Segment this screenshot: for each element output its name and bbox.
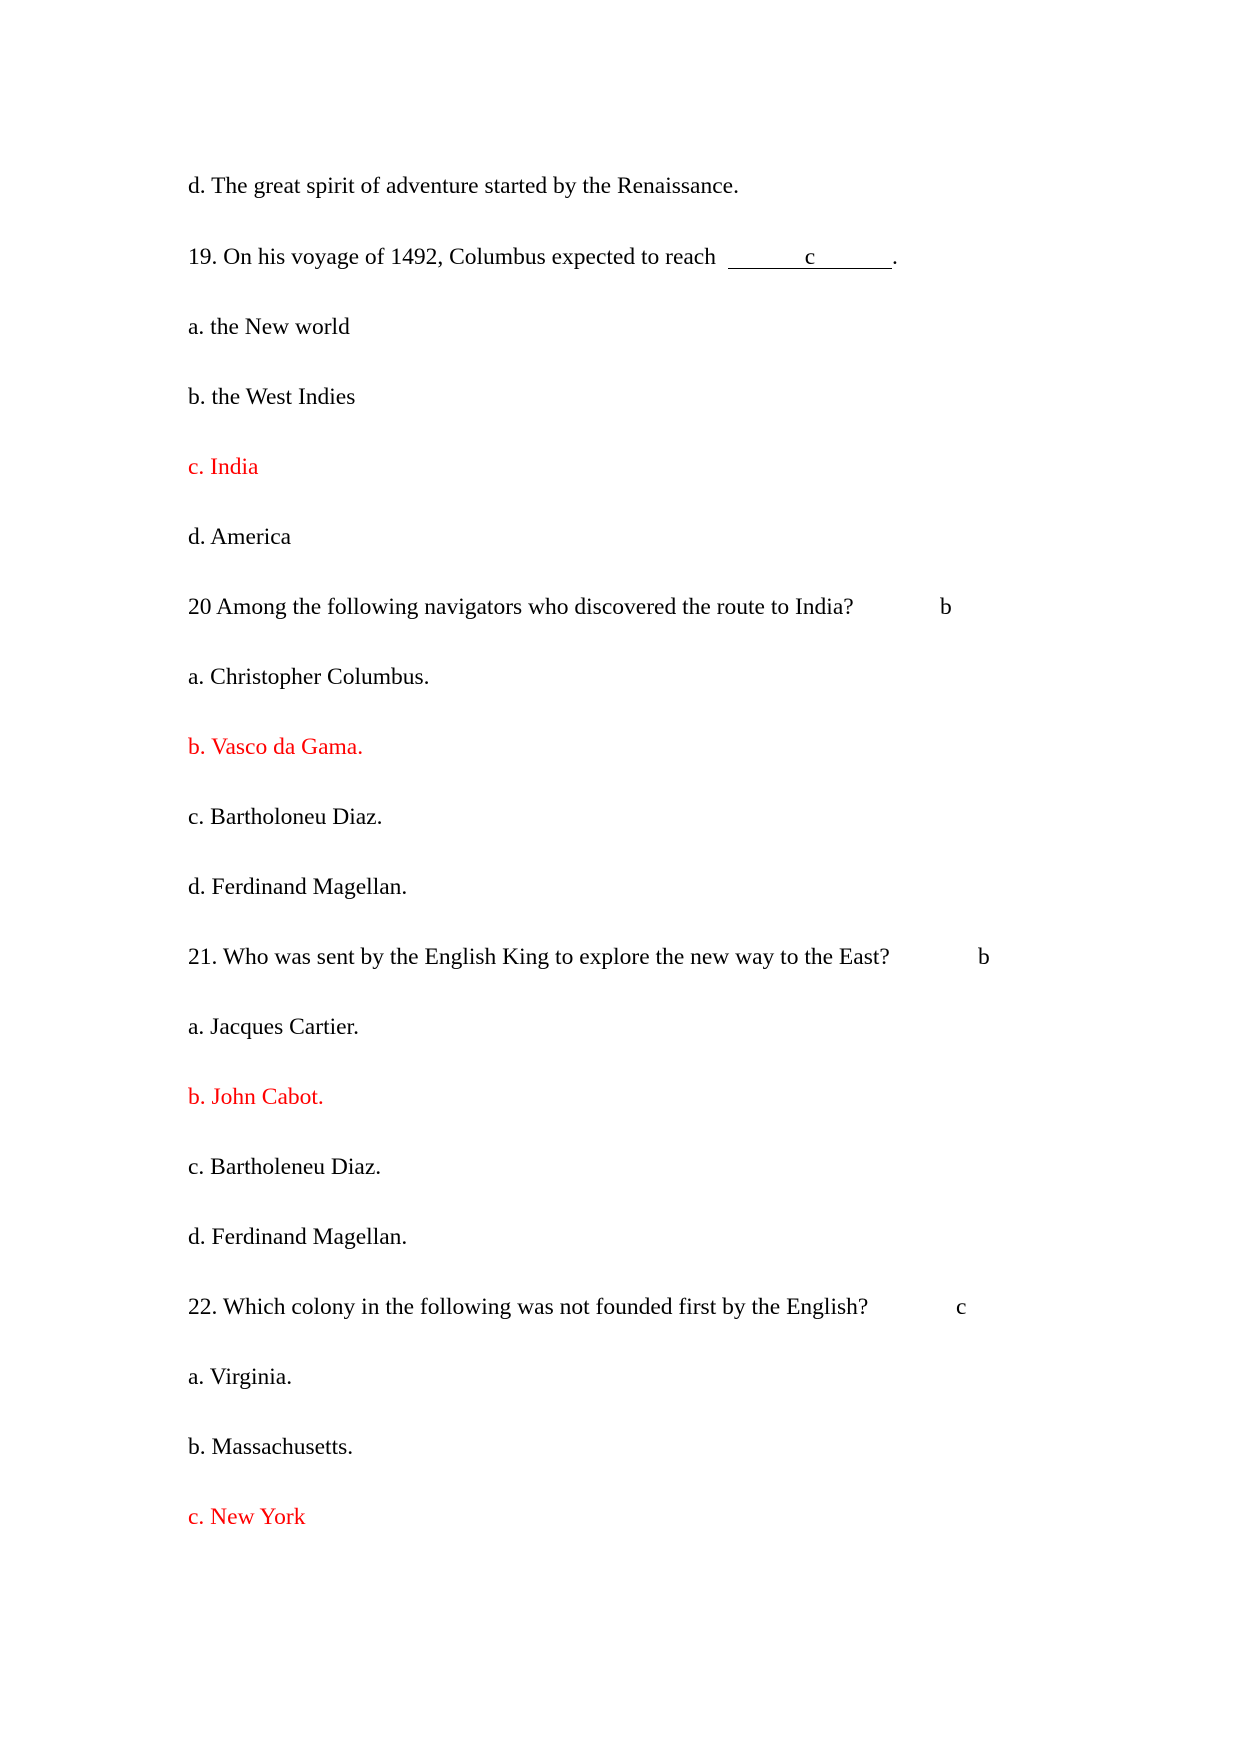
option-line: c. Bartholoneu Diaz. [188, 804, 383, 830]
sentence-end: . [891, 244, 898, 270]
option-line: d. Ferdinand Magellan. [188, 1224, 408, 1250]
option-line: d. Ferdinand Magellan. [188, 874, 408, 900]
question-stem: 21. Who was sent by the English King to explore the new way to the East? [188, 944, 890, 970]
question-22 [188, 1293, 868, 1321]
option-line: b. Massachusetts. [188, 1434, 354, 1460]
answer-key: b [940, 594, 952, 620]
question-20 [188, 593, 854, 621]
question-stem: 20 Among the following navigators who discovered the route to India? [188, 594, 854, 620]
answer-key: c [956, 1294, 967, 1320]
option-line: a. Jacques Cartier. [188, 1014, 359, 1040]
question-21 [188, 943, 890, 971]
option-line: a. Christopher Columbus. [188, 664, 430, 690]
option-line: d. America [188, 524, 292, 550]
correct-option-line: c. New York [188, 1504, 306, 1530]
correct-option-line: b. Vasco da Gama. [188, 734, 364, 760]
question-19 [188, 243, 898, 271]
correct-option-line: b. John Cabot. [188, 1084, 324, 1110]
correct-option-line: c. India [188, 454, 259, 480]
option-line: a. Virginia. [188, 1364, 293, 1390]
option-line: b. the West Indies [188, 384, 356, 410]
option-line: c. Bartholeneu Diaz. [188, 1154, 382, 1180]
question-stem: 19. On his voyage of 1492, Columbus expected to reach [188, 244, 716, 270]
option-line: d. The great spirit of adventure started by the Renaissance. [188, 173, 739, 199]
answer-blank: c [728, 246, 892, 269]
answer-key: b [978, 944, 990, 970]
option-line: a. the New world [188, 314, 350, 340]
question-stem: 22. Which colony in the following was not founded first by the English? [188, 1294, 869, 1320]
